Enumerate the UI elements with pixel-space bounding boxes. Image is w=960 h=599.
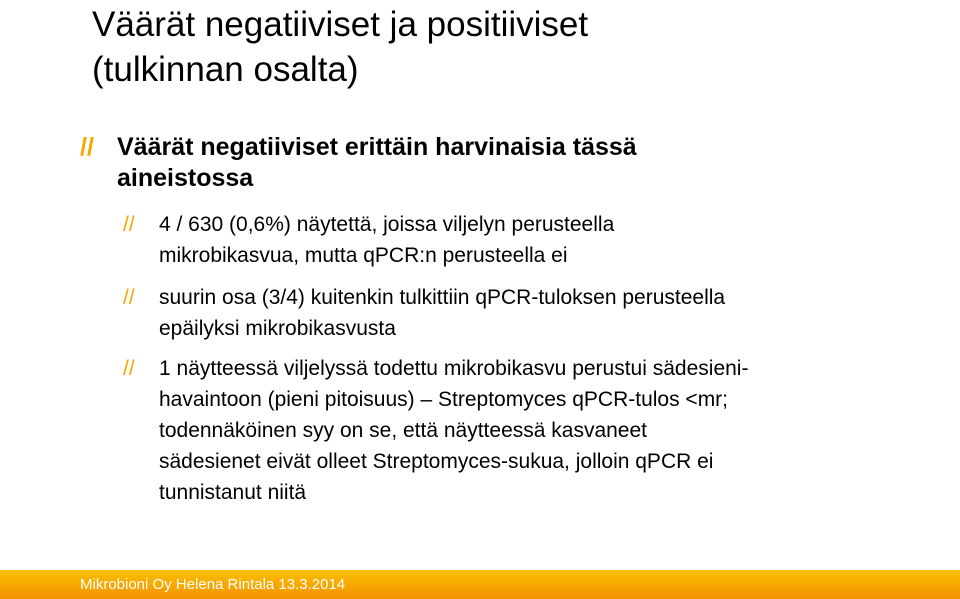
sub-bullet-1-line-2: mikrobikasvua, mutta qPCR:n perusteella ei xyxy=(159,244,568,267)
bullet-marker: // xyxy=(123,286,135,309)
footer-bar xyxy=(0,570,960,599)
sub-bullet-2-text xyxy=(159,282,725,344)
slide-title-line-1: Väärät negatiiviset ja positiiviset xyxy=(92,5,589,44)
bullet-level1-line-2: aineistossa xyxy=(117,164,254,192)
bullet-level1-line-1: Väärät negatiiviset erittäin harvinaisia tässä xyxy=(117,133,637,161)
footer-text: Mikrobioni Oy Helena Rintala 13.3.2014 xyxy=(80,576,346,593)
sub-bullet-3-line-3: todennäköinen syy on se, että näytteessä kasvaneet xyxy=(159,419,647,442)
bullet-marker: // xyxy=(123,213,135,236)
sub-bullet-3-line-1: 1 näytteessä viljelyssä todettu mikrobikasvu perustui sädesieni- xyxy=(159,357,749,380)
bullet-level1-text xyxy=(117,132,637,194)
slide-title-line-2: (tulkinnan osalta) xyxy=(92,50,359,89)
sub-bullet-2-line-1: suurin osa (3/4) kuitenkin tulkittiin qPCR-tuloksen perusteella xyxy=(159,286,726,309)
sub-bullet-1-text xyxy=(159,209,614,271)
bullet-marker: // xyxy=(80,133,94,161)
sub-bullet-3-line-5: tunnistanut niitä xyxy=(159,481,307,504)
bullet-marker: // xyxy=(123,357,135,380)
sub-bullet-3-line-2: havaintoon (pieni pitoisuus) – Streptomyces qPCR-tulos <mr; xyxy=(159,388,729,411)
sub-bullet-2-line-2: epäilyksi mikrobikasvusta xyxy=(159,317,396,340)
slide-title xyxy=(92,2,932,92)
sub-bullet-3-text xyxy=(159,353,748,508)
sub-bullet-3-line-4: sädesienet eivät olleet Streptomyces-sukua, jolloin qPCR ei xyxy=(159,450,714,473)
sub-bullet-1-line-1: 4 / 630 (0,6%) näytettä, joissa viljelyn perusteella xyxy=(159,213,615,236)
